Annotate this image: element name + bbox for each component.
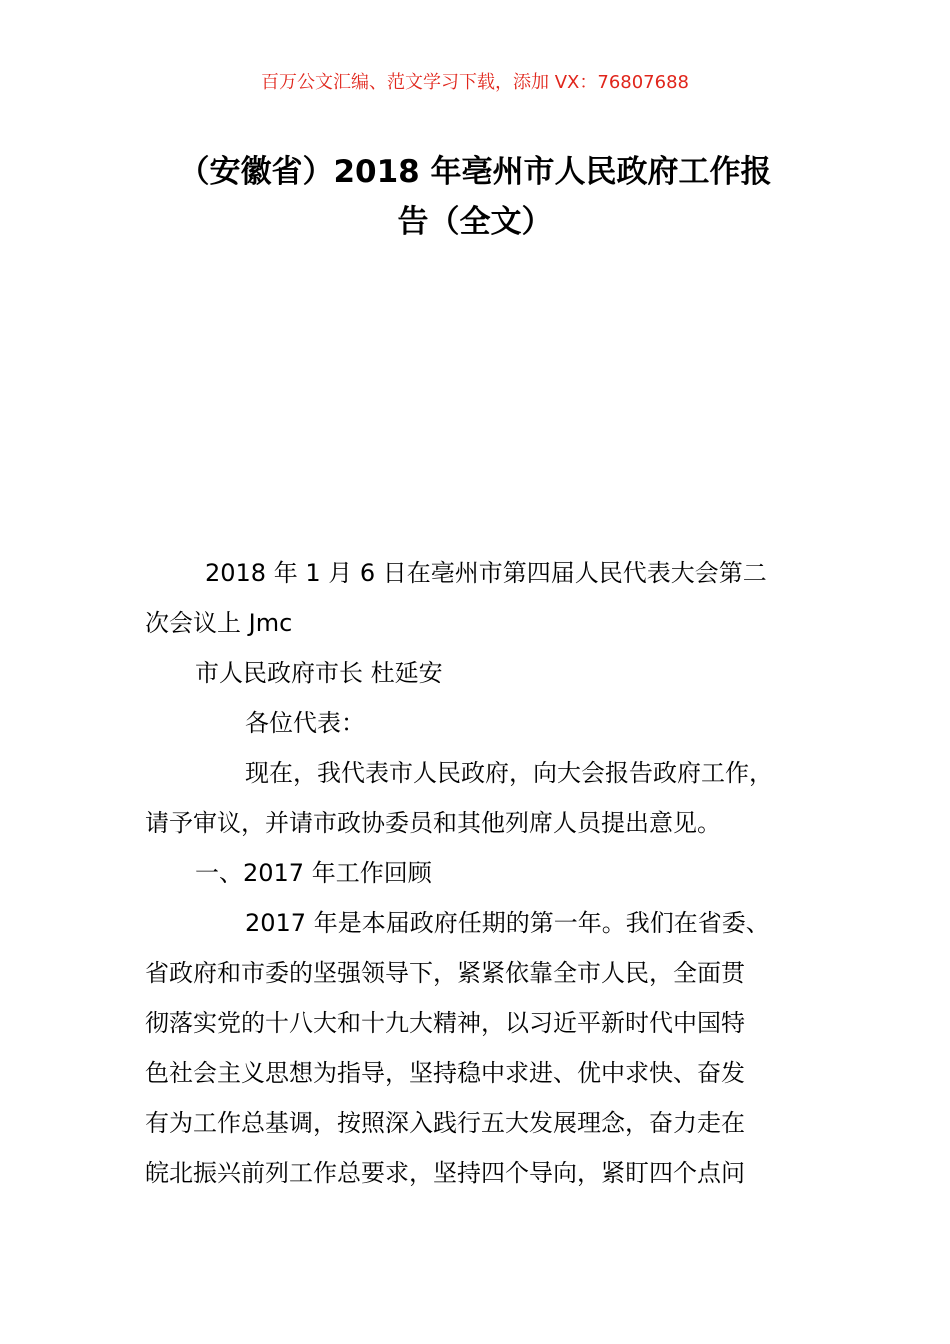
date-line: 2018 年 1 月 6 日在亳州市第四届人民代表大会第二 bbox=[205, 559, 767, 587]
salutation-line: 各位代表： bbox=[245, 709, 365, 737]
document-title-line-2: 告（全文） bbox=[397, 204, 553, 240]
paragraph-line: 有为工作总基调，按照深入践行五大发展理念，奋力走在 bbox=[145, 1109, 745, 1137]
paragraph-line: 皖北振兴前列工作总要求，坚持四个导向，紧盯四个点问 bbox=[145, 1159, 745, 1187]
paragraph-line: 色社会主义思想为指导，坚持稳中求进、优中求快、奋发 bbox=[145, 1059, 745, 1087]
meeting-line: 次会议上 Jmc bbox=[145, 609, 293, 637]
header-promo-note: 百万公文汇编、范文学习下载，添加 VX：76807688 bbox=[261, 72, 689, 93]
paragraph-line: 2017 年是本届政府任期的第一年。我们在省委、 bbox=[245, 909, 770, 937]
section-heading: 一、2017 年工作回顾 bbox=[195, 859, 432, 887]
paragraph-line: 彻落实党的十八大和十九大精神，以习近平新时代中国特 bbox=[145, 1009, 745, 1037]
document-title-line-1: （安徽省）2018 年亳州市人民政府工作报 bbox=[178, 154, 772, 190]
paragraph-line: 请予审议，并请市政协委员和其他列席人员提出意见。 bbox=[145, 809, 721, 837]
speaker-line: 市人民政府市长 杜延安 bbox=[195, 659, 443, 687]
paragraph-line: 现在，我代表市人民政府，向大会报告政府工作， bbox=[245, 759, 773, 787]
paragraph-line: 省政府和市委的坚强领导下，紧紧依靠全市人民，全面贯 bbox=[145, 959, 745, 987]
